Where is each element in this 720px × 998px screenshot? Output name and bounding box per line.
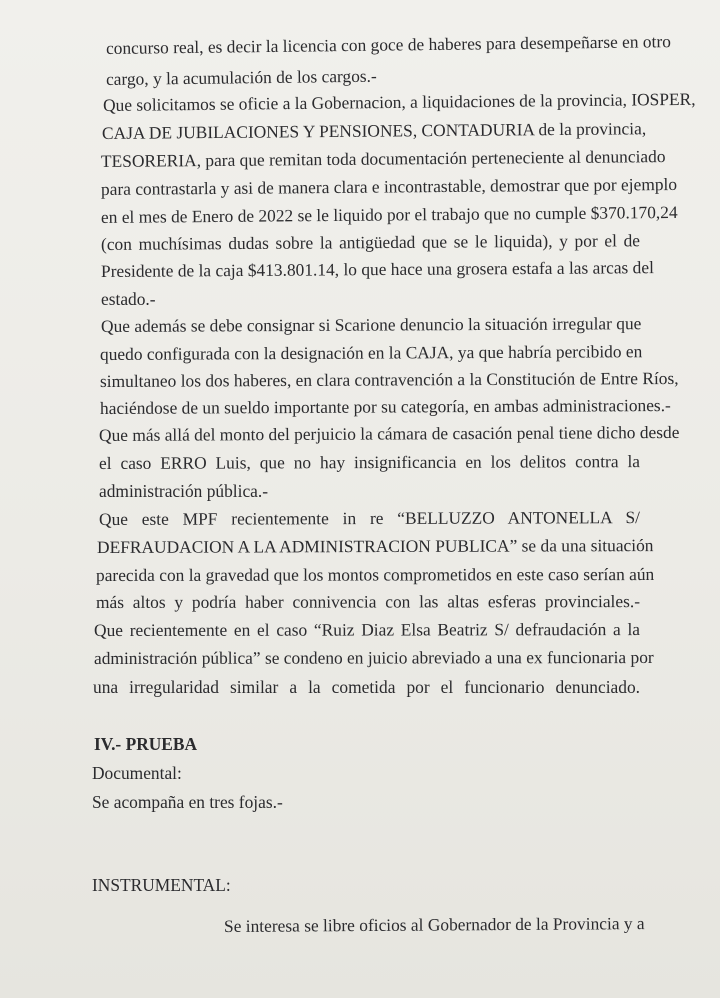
- text-line: DEFRAUDACION A LA ADMINISTRACION PUBLICA” se da una situación: [96, 535, 654, 557]
- text-line: una irregularidad similar a la cometida por el funcionario denunciado.: [93, 677, 640, 697]
- text-line: Presidente de la caja $413.801.14, lo que hace una grosera estafa a las arcas del: [100, 257, 654, 281]
- text-line: TESORERIA, para que remitan toda documentación perteneciente al denunciado: [100, 146, 666, 171]
- text-line: quedo configurada con la designación en la CAJA, ya que habría percibido en: [99, 341, 643, 364]
- text-line: Que solicitamos se oficie a la Gobernacion, a liquidaciones de la provincia, IOSPER,: [102, 88, 696, 115]
- text-line: parecida con la gravedad que los montos comprometidos en este caso serían aún: [95, 564, 655, 585]
- text-line: Que este MPF recientemente in re “BELLUZZO ANTONELLA S/: [98, 507, 641, 529]
- text-line: estado.-: [101, 289, 156, 309]
- text-line: administración pública” se condeno en juicio abreviado a una ex funcionaria por: [93, 647, 654, 668]
- text-line: en el mes de Enero de 2022 se le liquido por el trabajo que no cumple $370.170,24: [100, 201, 678, 227]
- text-line: cargo, y la acumulación de los cargos.-: [105, 65, 377, 89]
- text-line: Se acompaña en tres fojas.-: [92, 792, 283, 812]
- text-line: Que además se debe consignar si Scarione denuncio la situación irregular que: [100, 313, 642, 336]
- subheading: Documental:: [92, 763, 182, 783]
- text-line: Se interesa se libre oficios al Gobernador de la Provincia y a: [223, 913, 645, 936]
- section-heading: IV.- PRUEBA: [94, 734, 198, 754]
- text-line: administración pública.-: [99, 481, 269, 501]
- text-line: CAJA DE JUBILACIONES Y PENSIONES, CONTADURIA de la provincia,: [101, 118, 647, 143]
- text-line: el caso ERRO Luis, que no hay insignificancia en los delitos contra la: [98, 451, 641, 473]
- text-line: simultaneo los dos haberes, en clara contravención a la Constitución de Entre Ríos,: [99, 367, 679, 391]
- subheading: INSTRUMENTAL:: [92, 875, 231, 895]
- text-line: para contrastarla y asi de manera clara e incontrastable, demostrar que por ejemplo: [100, 173, 678, 199]
- text-line: Que más allá del monto del perjuicio la cámara de casación penal tiene dicho desde: [98, 421, 680, 445]
- text-line: (con muchísimas dudas sobre la antigüedad que se le liquida), y por el de: [100, 230, 641, 254]
- text-line: más altos y podría haber connivencia con las altas esferas provinciales.-: [95, 591, 641, 612]
- text-line: concurso real, es decir la licencia con goce de haberes para desempeñarse en otro: [105, 31, 672, 58]
- text-line: Que recientemente en el caso “Ruiz Diaz Elsa Beatriz S/ defraudación a la: [93, 619, 641, 640]
- text-line: haciéndose de un sueldo importante por su categoría, en ambas administraciones.-: [99, 395, 671, 418]
